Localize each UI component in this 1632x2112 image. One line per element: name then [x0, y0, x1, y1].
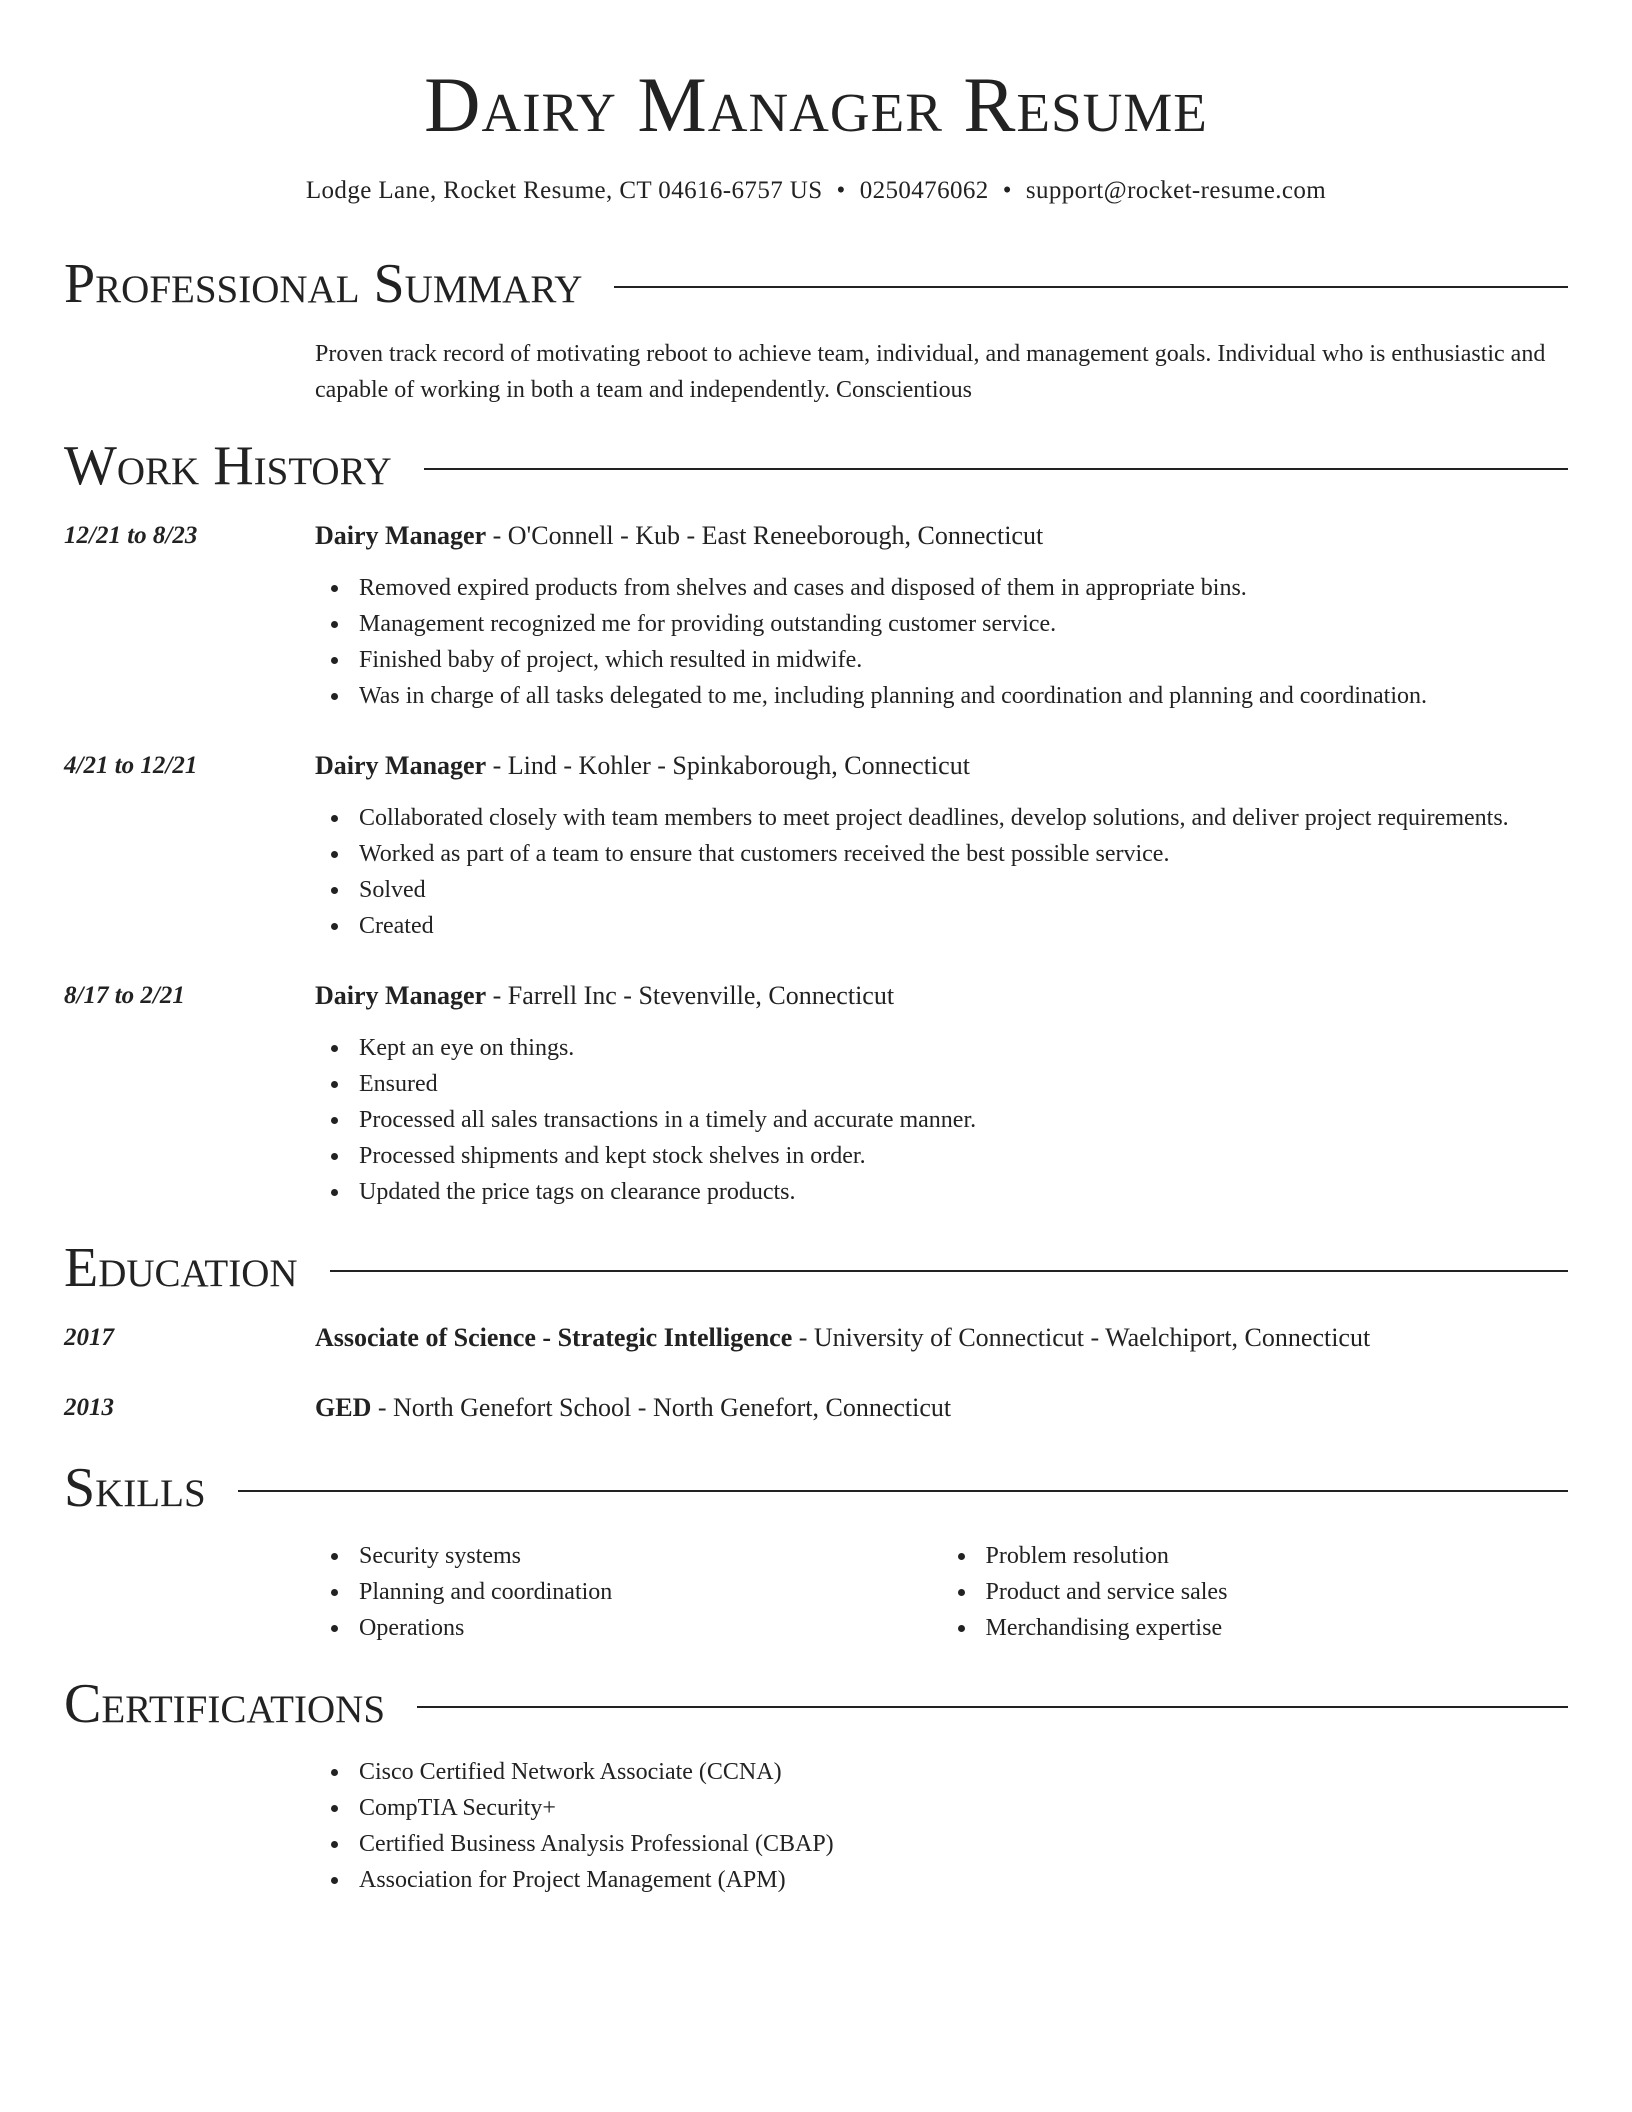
- education-year: 2013: [64, 1394, 114, 1421]
- email: support@rocket-resume.com: [1025, 177, 1327, 204]
- degree: GED: [315, 1393, 372, 1422]
- list-item: Ensured: [359, 1066, 1568, 1102]
- education-year: 2017: [64, 1324, 114, 1351]
- job-dates: 8/17 to 2/21: [64, 982, 185, 1009]
- list-item: Solved: [359, 872, 1568, 908]
- section-divider: [417, 1706, 1568, 1708]
- separator-dot: •: [836, 177, 846, 204]
- section-title: Certifications: [64, 1673, 386, 1735]
- phone: 0250476062: [859, 177, 989, 204]
- separator-dot: •: [1002, 177, 1012, 204]
- list-item: Merchandising expertise: [986, 1610, 1569, 1646]
- list-item: Operations: [359, 1610, 942, 1646]
- list-item: Management recognized me for providing outstanding customer service.: [359, 606, 1568, 642]
- section-certifications-heading: [64, 1672, 1568, 1736]
- list-item: Problem resolution: [986, 1538, 1569, 1574]
- contact-line: [64, 176, 1568, 206]
- job-title: Dairy Manager: [315, 751, 487, 780]
- list-item: Kept an eye on things.: [359, 1030, 1568, 1066]
- education-heading: [315, 1392, 1568, 1424]
- section-skills-heading: [64, 1456, 1568, 1520]
- job-title: Dairy Manager: [315, 521, 487, 550]
- list-item: Created: [359, 908, 1568, 944]
- certifications-list-wrap: [315, 1754, 1568, 1898]
- list-item: Planning and coordination: [359, 1574, 942, 1610]
- job-bullets: [315, 1030, 1568, 1210]
- job-details: - Lind - Kohler - Spinkaborough, Connecticut: [486, 751, 970, 780]
- section-title: Education: [64, 1237, 298, 1299]
- list-item: Finished baby of project, which resulted in midwife.: [359, 642, 1568, 678]
- job-heading: [315, 520, 1568, 552]
- section-title: Work History: [64, 435, 392, 497]
- job-heading: [315, 750, 1568, 782]
- school-details: - North Genefort School - North Genefort, Connecticut: [371, 1393, 952, 1422]
- list-item: Worked as part of a team to ensure that customers received the best possible service.: [359, 836, 1568, 872]
- list-item: Collaborated closely with team members to meet project deadlines, develop solutions, and deliver project requirements.: [359, 800, 1568, 836]
- list-item: Processed all sales transactions in a timely and accurate manner.: [359, 1102, 1568, 1138]
- address: Lodge Lane, Rocket Resume, CT 04616-6757 US: [305, 177, 823, 204]
- skills-column-2: [942, 1538, 1569, 1646]
- job-details: - O'Connell - Kub - East Reneeborough, Connecticut: [486, 521, 1044, 550]
- list-item: Association for Project Management (APM): [359, 1862, 1568, 1898]
- list-item: Cisco Certified Network Associate (CCNA): [359, 1754, 1568, 1790]
- list-item: Removed expired products from shelves and cases and disposed of them in appropriate bins.: [359, 570, 1568, 606]
- certifications-list: [315, 1754, 1568, 1898]
- list-item: CompTIA Security+: [359, 1790, 1568, 1826]
- degree: Associate of Science - Strategic Intelligence: [315, 1323, 793, 1352]
- list-item: Was in charge of all tasks delegated to me, including planning and coordination and planning and coordination.: [359, 678, 1568, 714]
- list-item: Updated the price tags on clearance products.: [359, 1174, 1568, 1210]
- section-title: Skills: [64, 1457, 206, 1519]
- section-summary-heading: [64, 252, 1568, 316]
- section-divider: [330, 1270, 1568, 1272]
- section-work-heading: [64, 434, 1568, 498]
- skills-grid: [315, 1538, 1568, 1646]
- summary-text: Proven track record of motivating reboot to achieve team, individual, and management goals. Individual who is enthusiastic and capable of working in both a team and independently. Conscientious: [315, 341, 1546, 403]
- job-heading: [315, 980, 1568, 1012]
- section-divider: [238, 1490, 1568, 1492]
- education-heading: [315, 1322, 1568, 1354]
- skills-column-1: [315, 1538, 942, 1646]
- list-item: Security systems: [359, 1538, 942, 1574]
- section-divider: [614, 286, 1568, 288]
- job-bullets: [315, 800, 1568, 944]
- list-item: Product and service sales: [986, 1574, 1569, 1610]
- job-dates: 12/21 to 8/23: [64, 522, 198, 549]
- job-bullets: [315, 570, 1568, 714]
- list-item: Processed shipments and kept stock shelves in order.: [359, 1138, 1568, 1174]
- resume-title: Dairy Manager Resume: [424, 61, 1208, 148]
- list-item: Certified Business Analysis Professional (CBAP): [359, 1826, 1568, 1862]
- job-details: - Farrell Inc - Stevenville, Connecticut: [486, 981, 895, 1010]
- section-education-heading: [64, 1236, 1568, 1300]
- school-details: - University of Connecticut - Waelchiport, Connecticut: [792, 1323, 1371, 1352]
- job-title: Dairy Manager: [315, 981, 487, 1010]
- section-title: Professional Summary: [64, 253, 583, 315]
- job-dates: 4/21 to 12/21: [64, 752, 198, 779]
- section-divider: [424, 468, 1568, 470]
